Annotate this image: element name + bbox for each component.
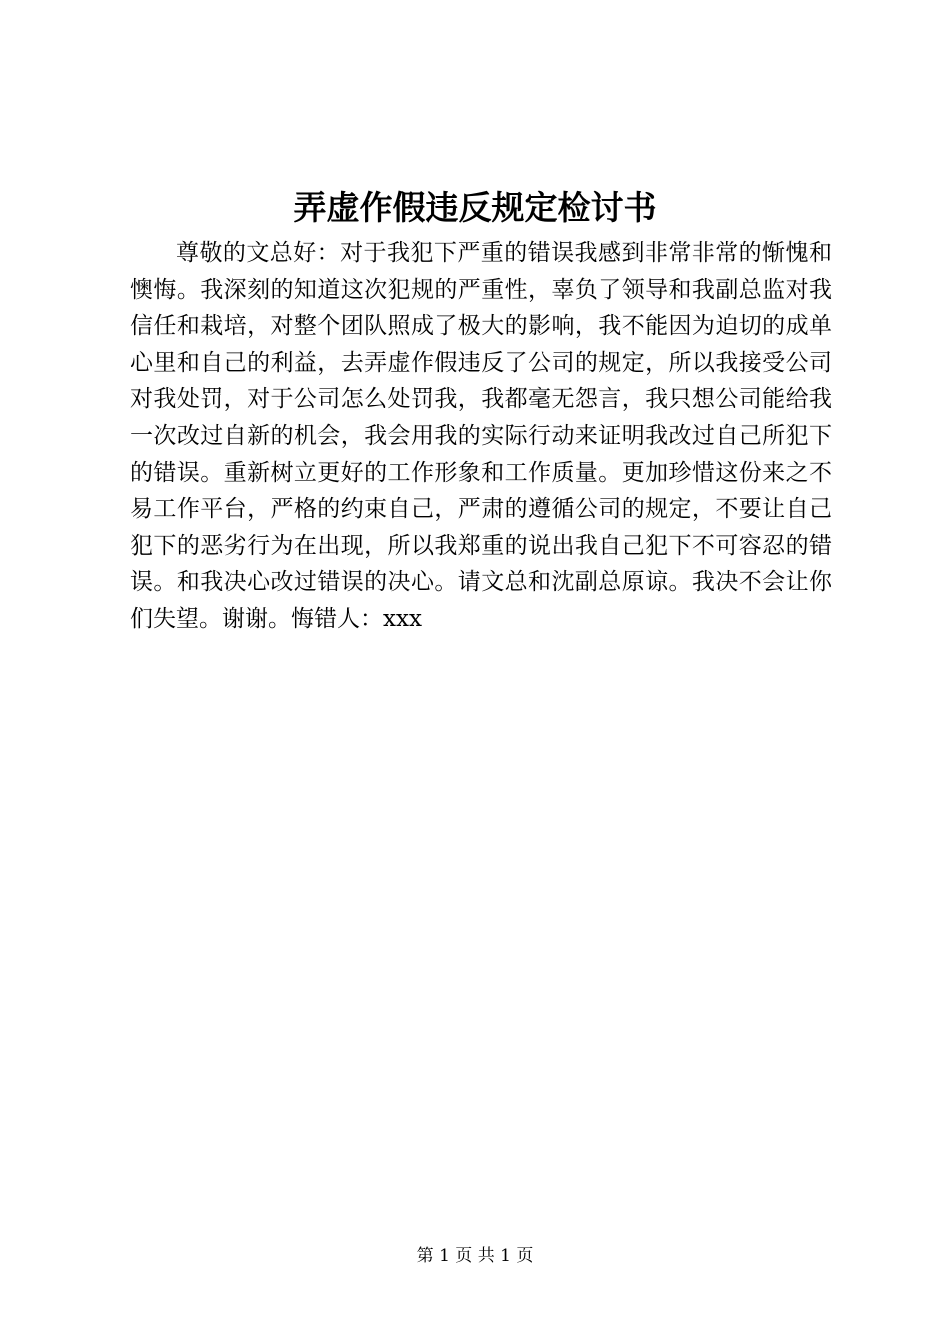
document-title: 弄虚作假违反规定检讨书	[293, 188, 657, 227]
document-body: 尊敬的文总好：对于我犯下严重的错误我感到非常非常的惭愧和懊悔。我深刻的知道这次犯规的严重性，辜负了领导和我副总监对我信任和栽培，对整个团队照成了极大的影响，我不能因为迫切的成单心里和自己的利益，去弄虚作假违反了公司的规定，所以我接受公司对我处罚，对于公司怎么处罚我，我都毫无怨言，我只想公司能给我一次改过自新的机会，我会用我的实际行动来证明我改过自己所犯下的错误。重新树立更好的工作形象和工作质量。更加珍惜这份来之不易工作平台，严格的约束自己，严肃的遵循公司的规定，不要让自己犯下的恶劣行为在出现，所以我郑重的说出我自己犯下不可容忍的错误。和我决心改过错误的决心。请文总和沈副总原谅。我决不会让你们失望。谢谢。悔错人：xxx	[130, 240, 832, 632]
page-footer: 第 1 页 共 1 页	[416, 1246, 534, 1266]
